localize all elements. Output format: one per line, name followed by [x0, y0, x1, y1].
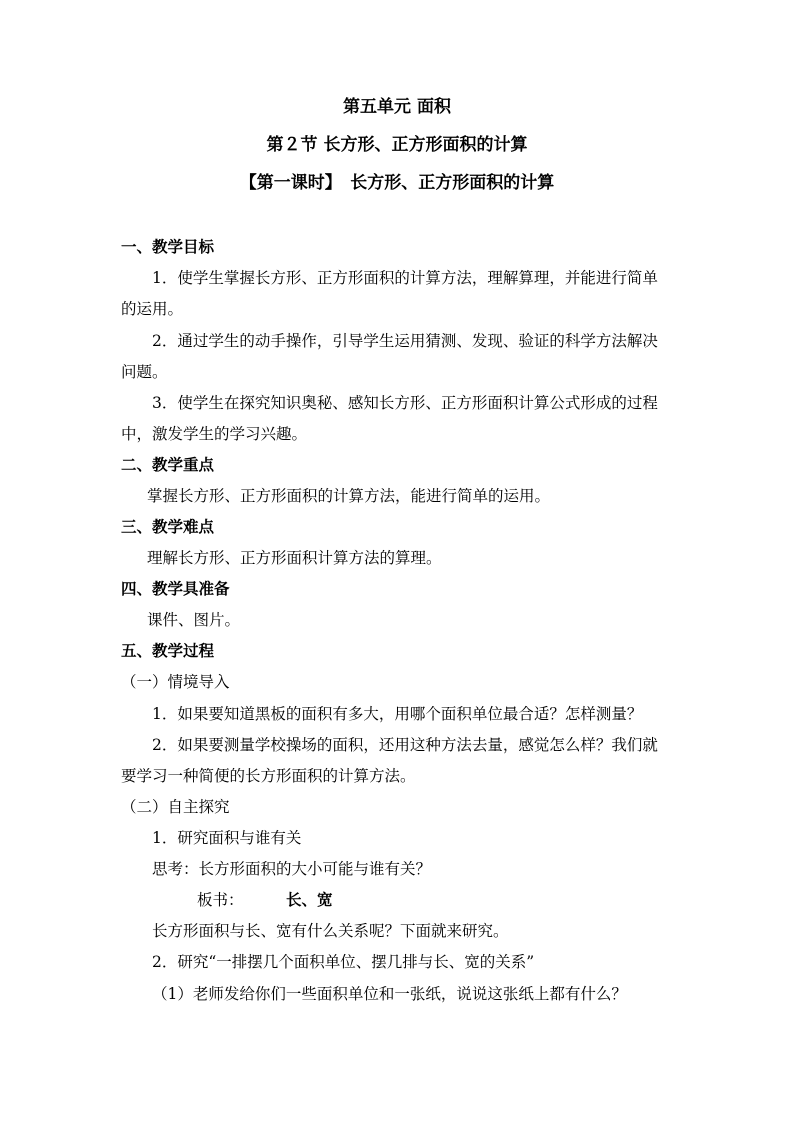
board-value: 长、宽 [286, 890, 333, 909]
goal-1-line-2: 的运用。 [121, 300, 184, 318]
materials-text: 课件、图片。 [147, 611, 241, 629]
part-1-item-2-line-2: 要学习一种简便的长方形面积的计算方法。 [121, 767, 416, 785]
key-points-text: 掌握长方形、正方形面积的计算方法，能进行简单的运用。 [147, 487, 551, 505]
thinking-question: 思考：长方形面积的大小可能与谁有关？ [152, 860, 432, 878]
relation-text: 长方形面积与长、宽有什么关系呢？下面就来研究。 [152, 922, 509, 940]
heading-key-points: 二、教学重点 [121, 455, 215, 474]
goal-2-line-2: 问题。 [121, 363, 168, 381]
goal-3-line-2: 中，激发学生的学习兴趣。 [121, 425, 308, 443]
heading-difficulties: 三、教学难点 [121, 517, 215, 536]
heading-teaching-goals: 一、教学目标 [121, 237, 215, 256]
unit-title: 第五单元 面积 [343, 97, 451, 117]
heading-materials: 四、教学具准备 [121, 579, 230, 598]
goal-3-line-1: 3．使学生在探究知识奥秘、感知长方形、正方形面积计算公式形成的过程 [152, 394, 658, 412]
difficulties-text: 理解长方形、正方形面积计算方法的算理。 [147, 549, 442, 567]
heading-teaching-process: 五、教学过程 [121, 641, 215, 660]
part-1-item-1: 1．如果要知道黑板的面积有多大，用哪个面积单位最合适？怎样测量？ [152, 705, 643, 723]
board-label: 板书： [197, 891, 244, 909]
part-1-heading: （一）情境导入 [121, 673, 230, 691]
part-2-item-2: 2．研究“一排摆几个面积单位、摆几排与长、宽的关系” [152, 953, 535, 971]
sub-item-1: （1）老师发给你们一些面积单位和一张纸，说说这张纸上都有什么？ [152, 985, 627, 1003]
part-1-item-2-line-1: 2．如果要测量学校操场的面积，还用这种方法去量，感觉怎么样？我们就 [152, 736, 658, 754]
goal-2-line-1: 2．通过学生的动手操作，引导学生运用猜测、发现、验证的科学方法解决 [152, 332, 658, 350]
goal-1-line-1: 1．使学生掌握长方形、正方形面积的计算方法，理解算理，并能进行简单 [152, 269, 658, 287]
section-title: 第２节 长方形、正方形面积的计算 [266, 135, 528, 155]
part-2-item-1: 1．研究面积与谁有关 [152, 829, 302, 847]
lesson-title: 【第一课时】 长方形、正方形面积的计算 [239, 173, 555, 193]
part-2-heading: （二）自主探究 [121, 798, 230, 816]
